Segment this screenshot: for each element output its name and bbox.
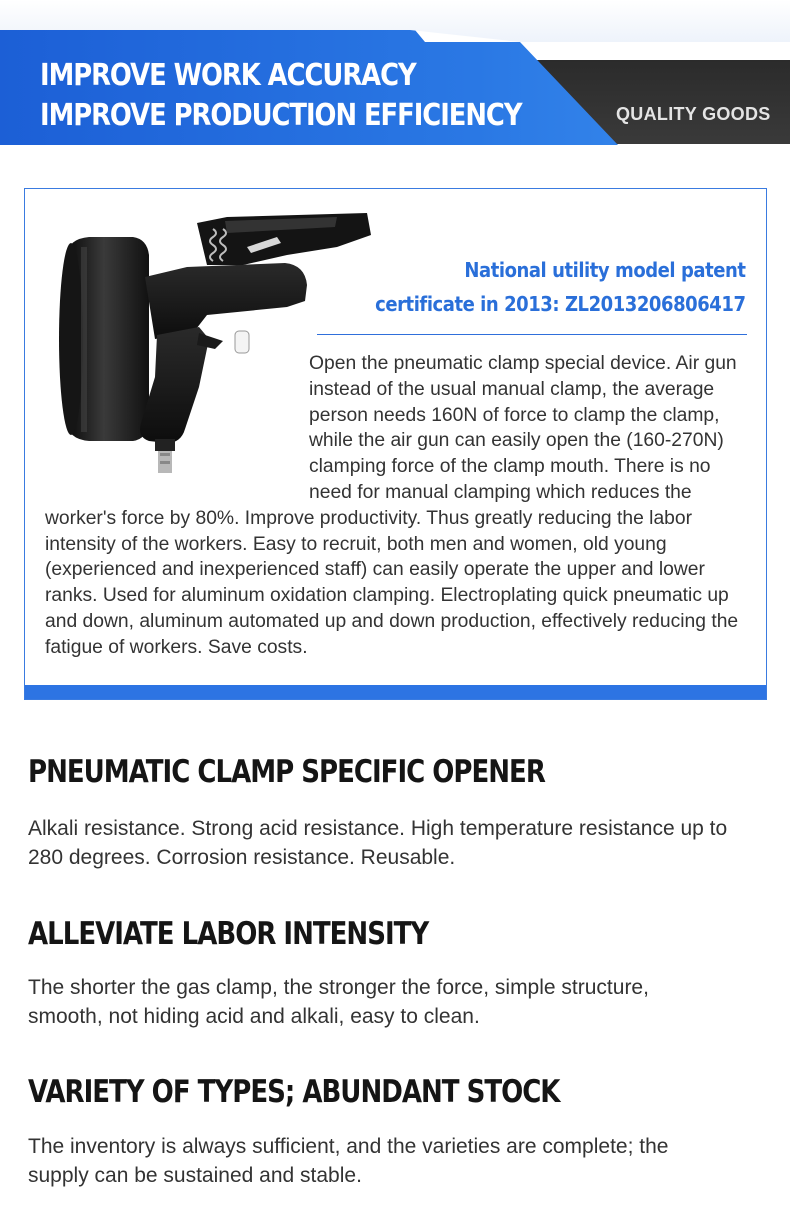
patent-line1: National utility model patent [464,258,746,282]
header-title-line2: IMPROVE PRODUCTION EFFICIENCY [40,98,522,133]
image-wrap-spacer [45,351,309,481]
section-title: ALLEVIATE LABOR INTENSITY [28,916,429,952]
patent-text [376,253,746,321]
product-description [45,351,757,661]
header-title-line1: IMPROVE WORK ACCURACY [40,58,416,93]
patent-divider [317,334,747,335]
section-title: PNEUMATIC CLAMP SPECIFIC OPENER [28,754,545,790]
product-card [24,188,767,700]
section-body: The shorter the gas clamp, the stronger the force, simple structure, smooth, not hiding acid and alkali, easy to clean. [28,976,649,1028]
description-text: Open the pneumatic clamp special device. Air gun instead of the usual manual clamp, the average person needs 160N of force to clamp the clamp, while the air gun can easily open the (160-270N) clamping force of the clamp mouth. There is no need for manual clamping which reduces the worker's force by 80%. Improve productivity. Thus greatly reducing the labor intensity of the workers. Easy to recruit, both men and women, old young (experienced and inexperienced staff) can easily operate the upper and lower ranks. Used for aluminum oxidation clamping. Electroplating quick pneumatic up and down, aluminum automated up and down production, effectively reducing the fatigue of workers. Save costs. [45,353,739,658]
card-bottom-bar [25,685,766,699]
quality-badge: QUALITY GOODS [616,104,771,124]
header-banner [0,0,790,150]
section-body: Alkali resistance. Strong acid resistance. High temperature resistance up to 280 degrees. Corrosion resistance. Reusable. [28,817,728,869]
section-body: The inventory is always sufficient, and the varieties are complete; the supply can be sustained and stable. [28,1135,669,1187]
section-title: VARIETY OF TYPES; ABUNDANT STOCK [28,1074,560,1110]
patent-line2: certificate in 2013: ZL2013206806417 [375,292,746,316]
